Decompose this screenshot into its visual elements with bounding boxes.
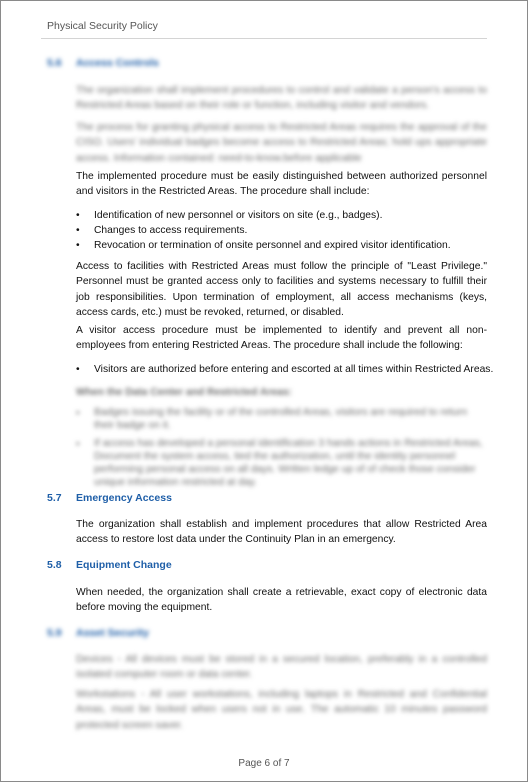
bullet-marker: • [76, 225, 80, 236]
bullet-marker: • [76, 210, 80, 221]
blurred-paragraph: Devices - All devices must be stored in a secured location, preferably in a controlled isolated computer room or data center. [76, 654, 487, 681]
page-number: Page 6 of 7 [238, 758, 290, 769]
header-divider [41, 38, 487, 39]
bullet-text: Identification of new personnel or visitors on site (e.g., badges). [94, 210, 383, 221]
bullet-text: Revocation or termination of onsite personnel and expired visitor identification. [94, 240, 451, 251]
bullet-marker: • [76, 408, 80, 419]
paragraph-equipment-change: When needed, the organization shall create a retrievable, exact copy of electronic data before moving the equipment. [76, 587, 487, 614]
bullet-marker: • [76, 240, 80, 251]
paragraph-least-privilege: Access to facilities with Restricted Areas must follow the principle of "Least Privilege." Personnel must be granted access only to facilities and systems necessary to fulfill their job responsibilities. Upon termination of employment, all access mechanisms (keys, access cards, etc.) must be revoked, returned, or disabled. [76, 261, 487, 318]
section-number: 5.9 [47, 627, 62, 639]
blurred-paragraph: Workstations - All user workstations, including laptops in Restricted and Confidential Areas, must be locked when users not in use. The automatic 10 minutes password protected screen saver. [76, 689, 487, 731]
blurred-subheading: When the Data Center and Restricted Areas: [76, 387, 292, 398]
section-title: Asset Security [76, 627, 149, 639]
section-number: 5.8 [47, 559, 62, 571]
bullet-text: If access has developed a personal identification 3 hands actions in Restricted Areas, Document the system access, tied the authorization, until the identity personnel performing personal access on all days. Written ledge up of of check those consider unique information restricted at day. [94, 438, 483, 488]
bullet-text: Visitors are authorized before entering and escorted at all times within Restricted Areas. [94, 364, 494, 375]
section-number: 5.7 [47, 492, 62, 504]
blurred-paragraph: The process for granting physical access to Restricted Areas requires the approval of the CISO. Users' individual badges become access to Restricted Areas; hold ups appropriate access. Information contained: need-to-know.before applicable [76, 122, 487, 164]
paragraph-procedure: The implemented procedure must be easily distinguished between authorized personnel and visitors in the Restricted Areas. The procedure shall include: [76, 171, 487, 198]
paragraph-emergency-access: The organization shall establish and implement procedures that allow Restricted Area access to restore lost data under the Continuity Plan in an emergency. [76, 519, 487, 546]
bullet-text: Changes to access requirements. [94, 225, 248, 236]
running-header: Physical Security Policy [47, 20, 158, 32]
bullet-marker: • [76, 364, 80, 375]
bullet-text: Badges issuing the facility or of the controlled Areas, visitors are required to return their badge on it. [94, 407, 468, 431]
section-title: Access Controls [76, 57, 159, 69]
bullet-marker: • [76, 439, 80, 450]
section-title: Emergency Access [76, 492, 172, 504]
section-title: Equipment Change [76, 559, 172, 571]
section-number: 5.6 [47, 57, 62, 69]
blurred-paragraph: The organization shall implement procedures to control and validate a person's access to Restricted Areas based on their role or function, including visitor and vendors. [76, 85, 487, 112]
paragraph-visitor: A visitor access procedure must be implemented to identify and prevent all non-employees from entering Restricted Areas. The procedure shall include the following: [76, 325, 487, 352]
